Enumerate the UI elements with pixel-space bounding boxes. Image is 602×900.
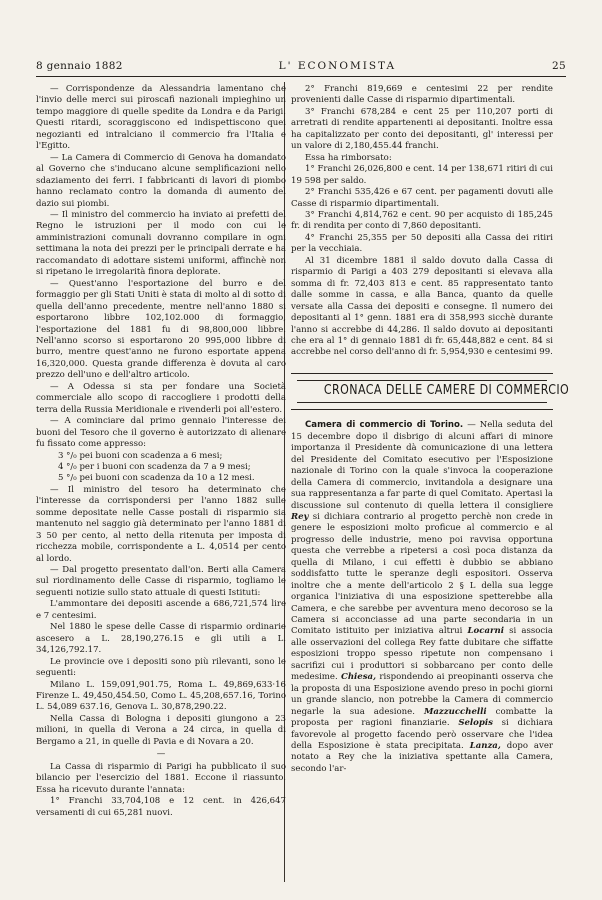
speaker-name: Mazzucchelli <box>423 706 487 717</box>
article-paragraph: 1° Franchi 33,704,108 e 12 cent. in 426,647 versamenti di cui 65,281 nuovi. <box>36 796 286 818</box>
article-paragraph: — Quest'anno l'esportazione del burro e del formaggio per gli Stati Uniti è stata di molto al di sotto di quella dell'anno precedente, mentre nell'anno 1880 si esportarono libbre 102,102.000 di formaggio, l'esportazione del 1881 fu di 98,800,000 libbre. Nell'anno scorso si esportarono 20 995,000 libbre di burro, mentre quest'anno ne furono esportate appena 16,320,000. Questa grande differenza è dovuta al caro prezzo dell'uno e dell'altro articolo. <box>36 278 286 381</box>
article-paragraph: 2° Franchi 535,426 e 67 cent. per pagamenti dovuti alle Casse di risparmio dipartimentali. <box>291 187 553 209</box>
article-paragraph: — A cominciare dal primo gennaio l'interesse dei buoni del Tesoro che il governo è autorizzato di alienare fu fissato come appresso: <box>36 416 286 450</box>
article-paragraph: La Cassa di risparmio di Parigi ha pubblicato il suo bilancio per l'esercizio del 1881. Eccone il riassunto. Essa ha ricevuto durante l'annata: <box>36 761 286 795</box>
speaker-name: Lanza, <box>469 741 501 752</box>
report-text: si dichiara favorevole al progetto facendo però osservare che l'idea della Esposizione è stata precipitata. <box>291 718 554 752</box>
article-paragraph: Essa ha rimborsato: <box>305 152 392 163</box>
article-paragraph: 3° Franchi 4,814,762 e cent. 90 per acquisto di 185,245 fr. di rendita per conto di 7,860 depositanti. <box>291 209 553 232</box>
header-title: L' ECONOMISTA <box>278 60 397 72</box>
interest-rate-line: 3 °/₀ pei buoni con scadenza a 6 mesi; <box>58 450 223 461</box>
article-paragraph: — A Odessa si sta per fondare una Società commerciale allo scopo di raccogliere i prodotti della terra della Russia Meridionale e rivenderli poi all'estero. <box>36 381 286 415</box>
article-paragraph: Al 31 dicembre 1881 il saldo dovuto dalla Cassa di risparmio di Parigi a 403 279 depositanti si elevava alla somma di fr. 72,403 813 e cent. 85 rappresentato tanto dalle somme in cassa, e alla Banca, quanto da quelle versate alla Cassa dei depositi e consegne. Il numero dei depositanti al 1° genn. 1881 era di 358,993 sicchè durante l'anno si accrebbe di 44,286. Il saldo dovuto ai depositanti che era al 1° di gennaio 1881 di fr. 65,448,882 e cent. 84 si accrebbe nel corso dell'anno di fr. 5,954,930 e centesimi 99. <box>291 255 553 358</box>
speaker-name: Chiesa, <box>341 672 377 683</box>
article-paragraph: L'ammontare dei depositi ascende a 686,721,574 lire e 7 centesimi. <box>36 599 286 621</box>
report-text: rispondendo ai preopinanti osserva che la proposta di una Esposizione avendo preso in pochi giorni un grande slancio, non potrebbe la Camera di commercio negarle la sua adesione. <box>291 672 554 717</box>
article-paragraph: 3° Franchi 678,284 e cent 25 per 110,207 porti di arretrati di rendite appartenenti ai depositanti. Inoltre essa ha capitalizzato per conto dei depositanti, gl' interessi per un valore di 2,180,455.44 franchi. <box>291 106 553 152</box>
article-paragraph: Le provincie ove i depositi sono più rilevanti, sono le seguenti: <box>36 656 286 679</box>
section-title: CRONACA DELLE CAMERE DI COMMERCIO <box>323 381 570 398</box>
section-banner <box>291 373 570 410</box>
article-paragraph: 2° Franchi 819,669 e centesimi 22 per rendite provenienti dalle Casse di risparmio dipartimentali. <box>291 84 553 106</box>
article-paragraph: 4° Franchi 25,355 per 50 depositi alla Cassa dei ritiri per la vecchiaia. <box>291 232 553 255</box>
speaker-name: Selopis <box>458 718 493 729</box>
report-text: dopo aver notato a Rey che la iniziativa spettante alla Camera, secondo l'ar- <box>291 741 553 774</box>
right-column <box>291 84 570 775</box>
report-text: combatte la proposta per ragioni finanziarie. <box>291 706 553 729</box>
header-rule <box>36 76 566 77</box>
article-paragraph: — Il ministro del tesoro ha determinato che l'interesse da corrispondersi per l'anno 1882 sulle somme depositate nelle Casse postali di risparmio sia mantenuto nel saggio già determinato per l'anno 1881 di 3 50 per cento, al netto della ritenuta per imposta di ricchezza mobile, corrispondente a L. 4,0514 per cento al lordo. <box>36 484 286 564</box>
chamber-heading: Camera di commercio di Torino. <box>305 420 464 431</box>
header-date: 8 gennaio 1882 <box>36 60 123 72</box>
report-text: si dichiara contrario al progetto perchè non crede in genere le esposizioni molto proficue al commercio e al progresso delle industrie, meno poi ravvisa opportuna questa che verrebbe a ripetersi a così poca distanza da quella di Milano, i cui effetti è dubbio se abbiano soddisfatto tutte le speranze degli espositori. Osserva inoltre che a mente dell'articolo 2 § L della sua legge organica l'iniziativa di una esposizione spetterebbe alla Camera, e che sarebbe per avventura meno decoroso se la Camera si acconciasse ad una parte secondaria in un Comitato istituito per iniziativa altrui <box>291 511 553 637</box>
report-text: si associa alle osservazioni del collega Rey fatte dubitare che siffatte esposizioni troppo spesso ripetute non compensano i sacrifizi cui i produttori si sobbarcano per conto delle medesime. <box>291 626 554 683</box>
speaker-name: Rey <box>291 511 309 522</box>
article-paragraph: Nel 1880 le spese delle Casse di risparmio ordinarie ascesero a L. 28,190,276.15 e gli utili a L. 34,126,792.17. <box>36 622 286 656</box>
article-paragraph: — Il ministro del commercio ha inviato ai prefetti del Regno le istruzioni per il modo con cui le amministrazioni comunali dovranno compilare in ogni settimana la nota dei prezzi per le principali derrate e ha raccomandato di adottare sistemi uniformi, affinchè non si ripetano le irregolarità finora deplorate. <box>36 209 286 278</box>
interest-rate-line: 4 °/₀ per i buoni con scadenza da 7 a 9 mesi; <box>58 461 251 472</box>
separator-dash: — <box>156 749 166 760</box>
article-paragraph: Milano L. 159,091,901.75, Roma L. 49,869,633·16 Firenze L. 49,450,454.50, Como L. 45,208,657.16, Torino L. 54,089 637.16, Genova L. 30,878,290.22. <box>36 679 286 713</box>
article-paragraph: 1° Franchi 26,026,800 e cent. 14 per 138,671 ritiri di cui 19 598 per saldo. <box>291 164 553 186</box>
article-paragraph: — La Camera di Commercio di Genova ha domandato al Governo che s'inducano alcune semplificazioni nello sdaziamento dei ferri. I fabbricanti di lavori di piombo hanno reclamato contro la domanda di aumento del dazio sui piombi. <box>36 152 286 209</box>
article-paragraph: — Dal progetto presentato dall'on. Berti alla Camera sul riordinamento delle Casse di risparmio, togliamo le seguenti notizie sullo stato attuale di questi Istituti: <box>36 565 286 598</box>
report-text: — Nella seduta del 15 decembre dopo il disbrigo di alcuni affari di minore importanza il Presidente dà comunicazione di una lettera del Presidente del Comitato esecutivo per l'Esposizione nazionale di Torino con la quale s'invoca la cooperazione della Camera di commercio, invitandola a designare una sua rappresentanza a far parte di quel Comitato. Apertasi la discussione sul contenuto di quella lettera il consigliere <box>291 420 554 511</box>
section-banner-inner <box>297 380 570 403</box>
article-paragraph: — Corrispondenze da Alessandria lamentano che l'invio delle merci sui piroscafi nazionali impieghino un tempo maggiore di quelle spedite da Londra e da Parigi. Questi ritardi, scoraggiscono ed indispettiscono quei negozianti ed intralciano il commercio fra l'Italia e l'Egitto. <box>36 84 286 152</box>
left-column <box>36 84 286 819</box>
page-number: 25 <box>552 60 566 72</box>
chamber-report <box>291 420 553 775</box>
page-header <box>36 60 566 72</box>
interest-rate-line: 5 °/₀ pei buoni con scadenza da 10 a 12 mesi. <box>58 473 255 484</box>
article-paragraph: Nella Cassa di Bologna i depositi giungono a 23 milioni, in quella di Verona a 24 circa, in quella di Bergamo a 21, in quelle di Pavia e di Novara a 20. <box>36 713 286 747</box>
speaker-name: Locarni <box>467 626 504 637</box>
